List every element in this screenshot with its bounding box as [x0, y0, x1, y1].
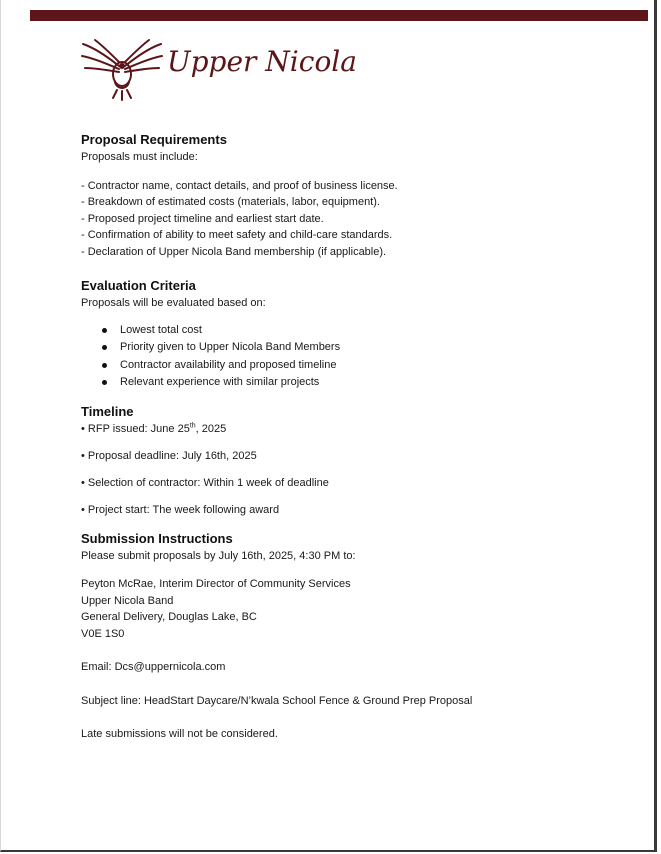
evaluation-criteria-section [81, 277, 621, 392]
submission-instructions-section [81, 530, 621, 743]
section-heading: Evaluation Criteria [81, 278, 196, 293]
section-heading: Submission Instructions [81, 530, 233, 546]
requirement-item: - Breakdown of estimated costs (materials, labor, equipment). [81, 196, 380, 208]
document-body [81, 131, 621, 743]
criteria-item: Priority given to Upper Nicola Band Members [81, 339, 621, 357]
eagle-logo-icon [79, 36, 165, 102]
section-intro: Proposals will be evaluated based on: [81, 297, 266, 309]
section-heading: Proposal Requirements [81, 132, 227, 147]
address-line: General Delivery, Douglas Lake, BC [81, 611, 257, 623]
proposal-requirements-section [81, 131, 621, 260]
timeline-proposal-deadline: • Proposal deadline: July 16th, 2025 [81, 449, 257, 462]
section-intro: Proposals must include: [81, 151, 198, 163]
logo [79, 36, 357, 102]
section-heading: Timeline [81, 403, 134, 419]
criteria-item: Lowest total cost [81, 322, 621, 340]
address-line: Peyton McRae, Interim Director of Community Services [81, 578, 351, 590]
criteria-item: Contractor availability and proposed timeline [81, 357, 621, 375]
address-line: V0E 1S0 [81, 627, 125, 640]
brand-name: Upper Nicola [167, 45, 357, 78]
subject-line: Subject line: HeadStart Daycare/N’kwala School Fence & Ground Prep Proposal [81, 694, 473, 707]
section-intro: Please submit proposals by July 16th, 2025, 4:30 PM to: [81, 549, 356, 562]
timeline-rfp-issued: • RFP issued: June 25th, 2025 [81, 421, 227, 435]
address-line: Upper Nicola Band [81, 594, 174, 607]
timeline-project-start: • Project start: The week following award [81, 503, 280, 516]
criteria-list [81, 322, 621, 392]
email-line: Email: Dcs@uppernicola.com [81, 661, 226, 673]
requirement-item: - Proposed project timeline and earliest start date. [81, 212, 324, 225]
criteria-item: Relevant experience with similar projects [81, 374, 621, 392]
requirement-item: - Confirmation of ability to meet safety and child-care standards. [81, 229, 393, 241]
late-submission-note: Late submissions will not be considered. [81, 728, 278, 740]
header-bar [30, 10, 648, 21]
timeline-contractor-selection: • Selection of contractor: Within 1 week of deadline [81, 476, 329, 489]
timeline-section [81, 403, 621, 518]
requirement-item: - Contractor name, contact details, and proof of business license. [81, 179, 398, 192]
requirement-item: - Declaration of Upper Nicola Band membership (if applicable). [81, 245, 387, 258]
